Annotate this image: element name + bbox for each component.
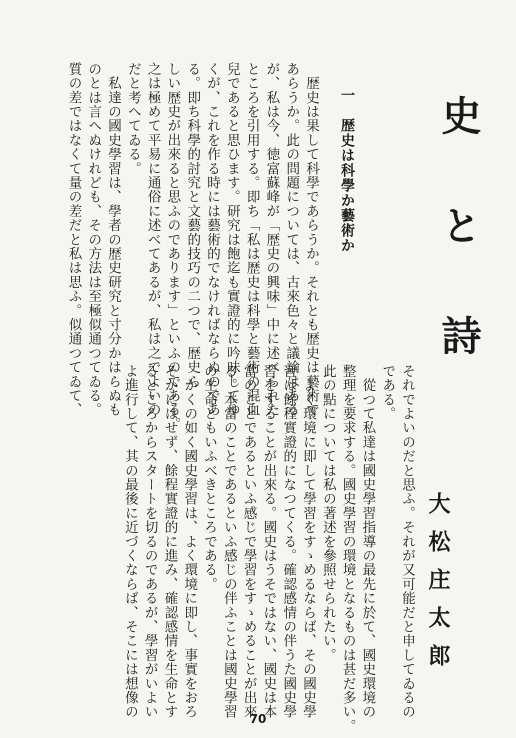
page-number: 70 xyxy=(249,712,267,726)
body-text-upper: 歴史は果して科學であらうか。それとも歴史は藝術で あらうか。此の問題については、古來色々と議論はある が、私は今、徳富蘇峰が「歴史の興味」中に述べられた ところを引用する。即ち「私は歴史は科學と藝術の混血 兒であると思ひます。研究は飽迄も實證的に吟味してゆ くが、これを作る時には藝術的でなければならぬのであ る。即ち科學的討究と文藝的技巧の二つで、歴史ら しい歴史が出來ると思ふのであります」といふのである。 之は極めて平易に通俗に述べてあるが、私は之でよいの だと考へてゐる。 私達の國史學習は、學者の歴史研究と寸分かはらぬも のとは言へぬけれども、その方法は至極似通つてゐる。 質の差ではなくて量の差だと私は思ふ。似通つてゐて、 xyxy=(65,62,319,432)
body-text-lower: それでよいのだと思ふ。それが又可能だと申してゐるの である。 從つて私達は國史學習指導の最先に於て、國史環境の 整理を要求する。國史學習の環境となるものは甚だ多い。 此の點については私の著述を參照せられたい。 よく環境に即して學習をすゝめるならば、その國史學 習は餘程實證的になつてくる。確認感情の伴うた國史學 習をすることが出來る。國史はうそではない、國史は本 當のことであるといふ感じで學習をすゝめることが出來 る。本當のことであるといふ感じの伴ふことは國史學習 の生命ともいふべきところである。 かくの如く國史學習は、よく環境に即し、事實をおろ そかにはせず、餘程實證的に進み、確認感情を生命とす るところからスタートを切るのであるが、學習がいよい よ進行して、其の最後に近づくならば、そこには想像の xyxy=(121,364,415,734)
section-heading: 一 歴史は科學か藝術か xyxy=(339,88,355,253)
article-title: 史と詩 xyxy=(435,95,482,425)
author-name: 大松庄太郎 xyxy=(425,492,451,682)
